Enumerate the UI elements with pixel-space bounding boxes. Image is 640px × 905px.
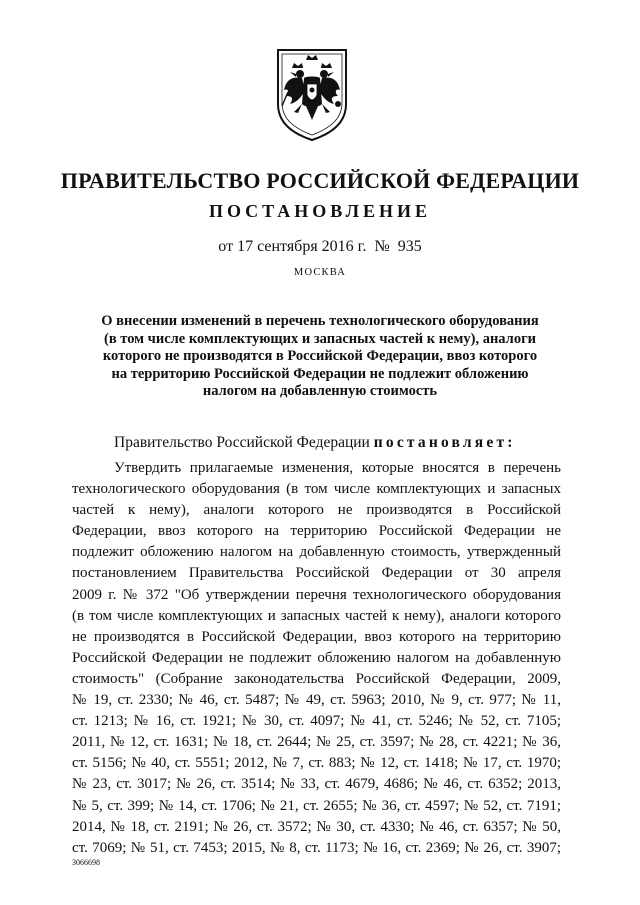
footer-document-code: 3066698	[72, 858, 100, 867]
number-sign: №	[374, 238, 390, 255]
preamble-decides: постановляет:	[373, 434, 516, 451]
body-line: постановлением Правительства Российской Федерации от 30 апреля	[72, 565, 561, 582]
date-prefix: от	[218, 238, 234, 255]
subject-line: О внесении изменений в перечень технологического оборудования	[101, 313, 539, 329]
subject-line: которого не производятся в Российской Федерации, ввоз которого	[102, 348, 538, 364]
body-line: подлежит обложению налогом на добавленную стоимость, утвержденный	[72, 544, 561, 561]
body-line: 2014, № 18, ст. 2191; № 26, ст. 3572; № 30, ст. 4330; № 46, ст. 6357; № 50,	[72, 818, 561, 835]
body-line: № 19, ст. 2330; № 46, ст. 5487; № 49, ст. 5963; 2010, № 9, ст. 977; № 11,	[72, 692, 561, 709]
subject-line: на территорию Российской Федерации не подлежит обложению	[111, 365, 529, 382]
body-line: технологического оборудования (в том числе комплектующих и запасных	[72, 481, 561, 498]
date-number-line	[0, 238, 640, 256]
body-line: ст. 5156; № 40, ст. 5551; 2012, № 7, ст. 883; № 12, ст. 1418; № 17, ст. 1970;	[72, 755, 561, 772]
body-line: 2009 г. № 372 "Об утверждении перечня технологического оборудования	[72, 586, 561, 603]
body-line: № 23, ст. 3017; № 26, ст. 3514; № 33, ст. 4679, 4686; № 46, ст. 6352; 2013,	[72, 776, 561, 793]
preamble	[114, 434, 516, 452]
body-line: ст. 7069; № 51, ст. 7453; 2015, № 8, ст. 1173; № 16, ст. 2369; № 26, ст. 3907;	[72, 839, 561, 856]
subject-line: налогом на добавленную стоимость	[202, 383, 438, 399]
body-line: не производятся в Российской Федерации, ввоз которого на территорию	[72, 628, 561, 645]
body-line: ст. 1213; № 16, ст. 1921; № 30, ст. 4097; № 41, ст. 5246; № 52, ст. 7105;	[72, 713, 561, 730]
document-number: 935	[397, 238, 422, 255]
subject-line: (в том числе комплектующих и запасных частей к нему), аналоги	[103, 330, 537, 347]
coat-of-arms-emblem-icon	[272, 46, 352, 142]
document-type: ПОСТАНОВЛЕНИЕ	[208, 201, 432, 221]
government-title: ПРАВИТЕЛЬСТВО РОССИЙСКОЙ ФЕДЕРАЦИИ	[60, 168, 580, 193]
city: МОСКВА	[293, 267, 347, 278]
preamble-subject: Правительство Российской Федерации	[114, 434, 370, 451]
body-line: 2011, № 12, ст. 1631; № 18, ст. 2644; № 25, ст. 3597; № 28, ст. 4221; № 36,	[72, 734, 561, 751]
body-line: Федерации, ввоз которого на территорию Российской Федерации не	[72, 523, 561, 540]
body-line: частей к нему), аналоги которого не производятся в Российской	[72, 502, 561, 519]
body-line: № 5, ст. 399; № 14, ст. 1706; № 21, ст. 2655; № 36, ст. 4597; № 52, ст. 7191;	[72, 797, 561, 814]
body-line: Утвердить прилагаемые изменения, которые вносятся в перечень	[114, 460, 561, 476]
body-paragraph	[72, 458, 561, 859]
document-subject	[60, 313, 580, 401]
body-line: (в том числе комплектующих и запасных частей к нему), аналоги которого	[72, 607, 561, 624]
body-line: Российской Федерации не подлежит обложению налогом на добавленную	[72, 649, 561, 666]
body-line: стоимость" (Собрание законодательства Российской Федерации, 2009,	[72, 670, 561, 687]
document-date: 17 сентября 2016 г.	[237, 238, 367, 255]
